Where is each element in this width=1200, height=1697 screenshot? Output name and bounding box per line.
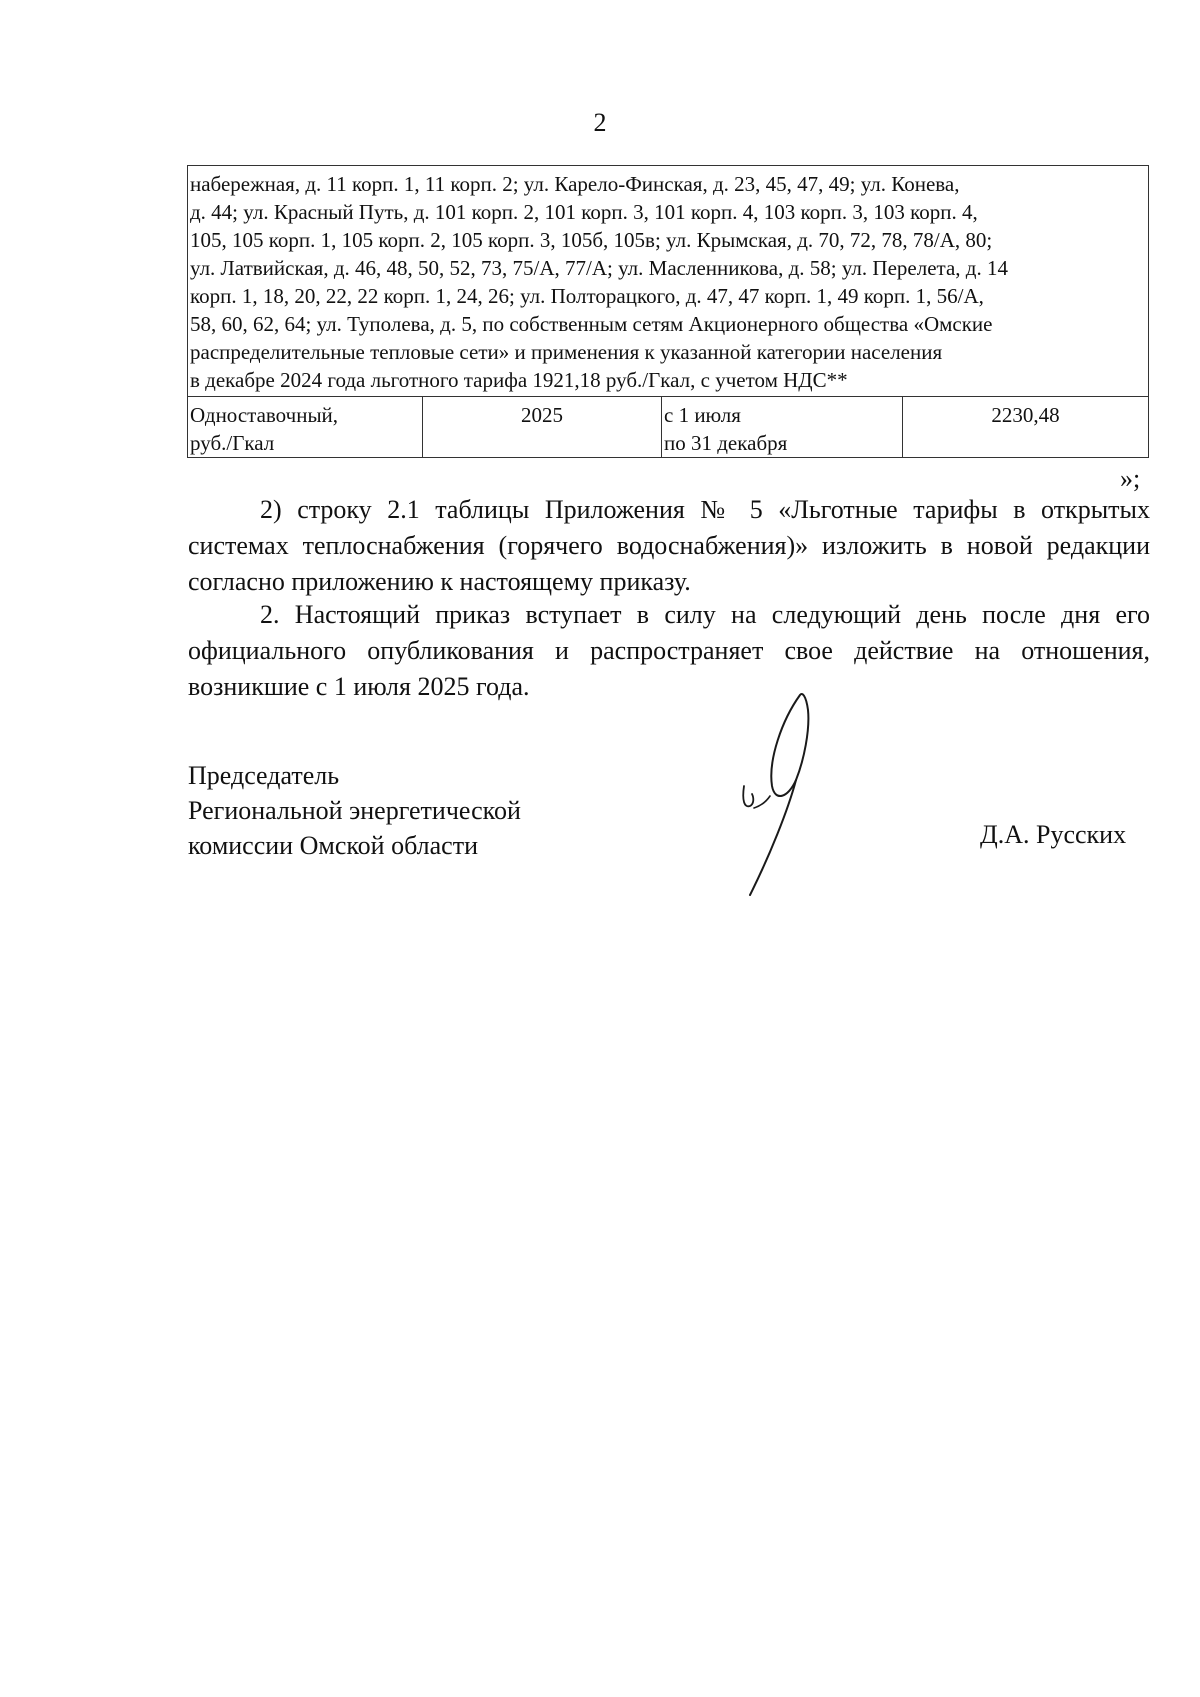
description-line: распределительные тепловые сети» и применения к указанной категории населения bbox=[190, 340, 943, 364]
paragraph-clause-2: 2. Настоящий приказ вступает в силу на следующий день после дня его официального опубликования и распространяет свое действие на отношения, возникшие с 1 июля 2025 года. bbox=[188, 600, 1150, 701]
handwritten-signature bbox=[730, 690, 860, 900]
description-line: 58, 60, 62, 64; ул. Туполева, д. 5, по собственным сетям Акционерного общества «Омские bbox=[190, 312, 993, 336]
signatory-title-line: Региональной энергетической bbox=[188, 796, 521, 825]
table-row-tariff bbox=[188, 397, 1149, 458]
description-line: ул. Латвийская, д. 46, 48, 50, 52, 73, 75/А, 77/А; ул. Масленникова, д. 58; ул. Перелета, д. 14 bbox=[190, 256, 1008, 280]
signatory-title-line: Председатель bbox=[188, 761, 340, 790]
tariff-period-line: по 31 декабря bbox=[664, 431, 788, 455]
signatory-title bbox=[188, 758, 521, 863]
tariff-period-cell bbox=[662, 397, 903, 458]
tariff-type-line: Одноставочный, bbox=[190, 403, 339, 427]
description-line: набережная, д. 11 корп. 1, 11 корп. 2; ул. Карело-Финская, д. 23, 45, 47, 49; ул. Конева, bbox=[190, 172, 960, 196]
tariff-year: 2025 bbox=[521, 403, 563, 427]
tariff-year-cell bbox=[423, 397, 662, 458]
tariff-value-cell bbox=[903, 397, 1149, 458]
page-number: 2 bbox=[593, 108, 607, 137]
description-line: в декабре 2024 года льготного тарифа 1921,18 руб./Гкал, с учетом НДС** bbox=[190, 368, 848, 392]
signatory-title-line: комиссии Омской области bbox=[188, 831, 478, 860]
tariff-type-cell bbox=[188, 397, 423, 458]
closing-quote: »; bbox=[1120, 464, 1141, 493]
description-line: д. 44; ул. Красный Путь, д. 101 корп. 2, 101 корп. 3, 101 корп. 4, 103 корп. 3, 103 корп. 4, bbox=[190, 200, 978, 224]
table-row-description bbox=[188, 166, 1149, 397]
tariff-type-line: руб./Гкал bbox=[190, 431, 275, 455]
description-line: 105, 105 корп. 1, 105 корп. 2, 105 корп. 3, 105б, 105в; ул. Крымская, д. 70, 72, 78, 78/А, 80; bbox=[190, 228, 993, 252]
tariff-table bbox=[187, 165, 1149, 458]
description-line: корп. 1, 18, 20, 22, 22 корп. 1, 24, 26; ул. Полторацкого, д. 47, 47 корп. 1, 49 корп. 1, 56/А, bbox=[190, 284, 984, 308]
tariff-period-line: с 1 июля bbox=[664, 403, 741, 427]
signatory-name: Д.А. Русских bbox=[980, 820, 1127, 849]
description-cell bbox=[188, 166, 1149, 397]
paragraph-item-2: 2) строку 2.1 таблицы Приложения № 5 «Льготные тарифы в открытых системах теплоснабжения (горячего водоснабжения)» изложить в новой редакции согласно приложению к настоящему приказу. bbox=[188, 495, 1150, 596]
tariff-value: 2230,48 bbox=[991, 403, 1060, 427]
